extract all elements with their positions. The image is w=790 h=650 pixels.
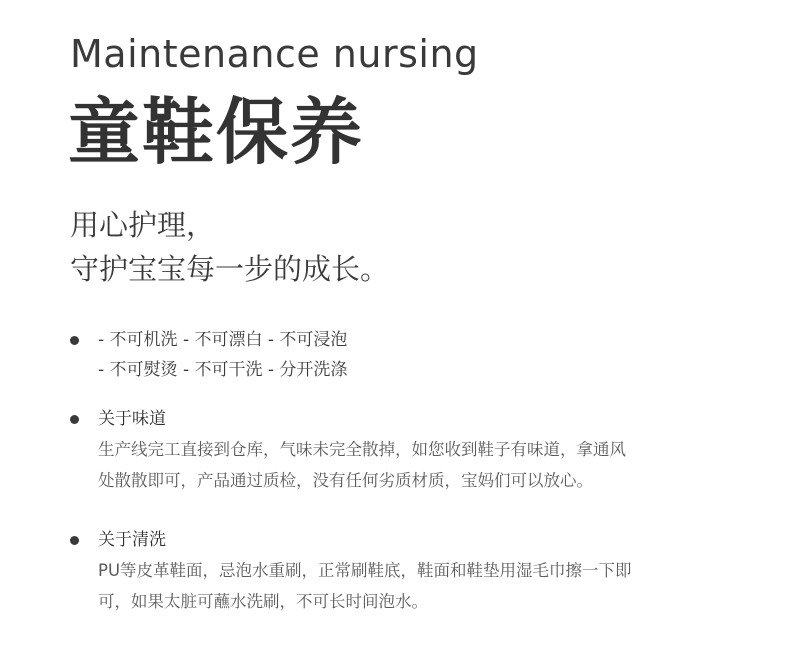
bullet-dot-icon (70, 536, 79, 545)
tagline (70, 203, 389, 291)
smell-text-line-2: 处散散即可，产品通过质检，没有任何劣质材质，宝妈们可以放心。 (98, 471, 593, 490)
washing-heading: 关于清洗 (98, 530, 166, 550)
english-subtitle: Maintenance nursing (70, 32, 479, 76)
care-rules-line-2: - 不可熨烫 - 不可干洗 - 分开洗涤 (98, 360, 348, 380)
washing-text-line-1: PU等皮革鞋面，忌泡水重刷，正常刷鞋底，鞋面和鞋垫用湿毛巾擦一下即 (98, 561, 632, 580)
bullet-dot-icon (70, 415, 79, 424)
smell-text-line-1: 生产线完工直接到仓库，气味未完全散掉，如您收到鞋子有味道，拿通风 (98, 440, 626, 459)
tagline-line-2: 守护宝宝每一步的成长。 (70, 252, 390, 286)
tagline-line-1: 用心护理， (70, 208, 216, 242)
care-rules-line-1: - 不可机洗 - 不可漂白 - 不可浸泡 (98, 330, 348, 350)
bullet-dot-icon (70, 336, 79, 345)
washing-text-line-2: 可，如果太脏可蘸水洗刷，不可长时间泡水。 (98, 592, 428, 611)
page-title: 童鞋保养 (68, 90, 365, 174)
smell-heading: 关于味道 (98, 409, 166, 429)
